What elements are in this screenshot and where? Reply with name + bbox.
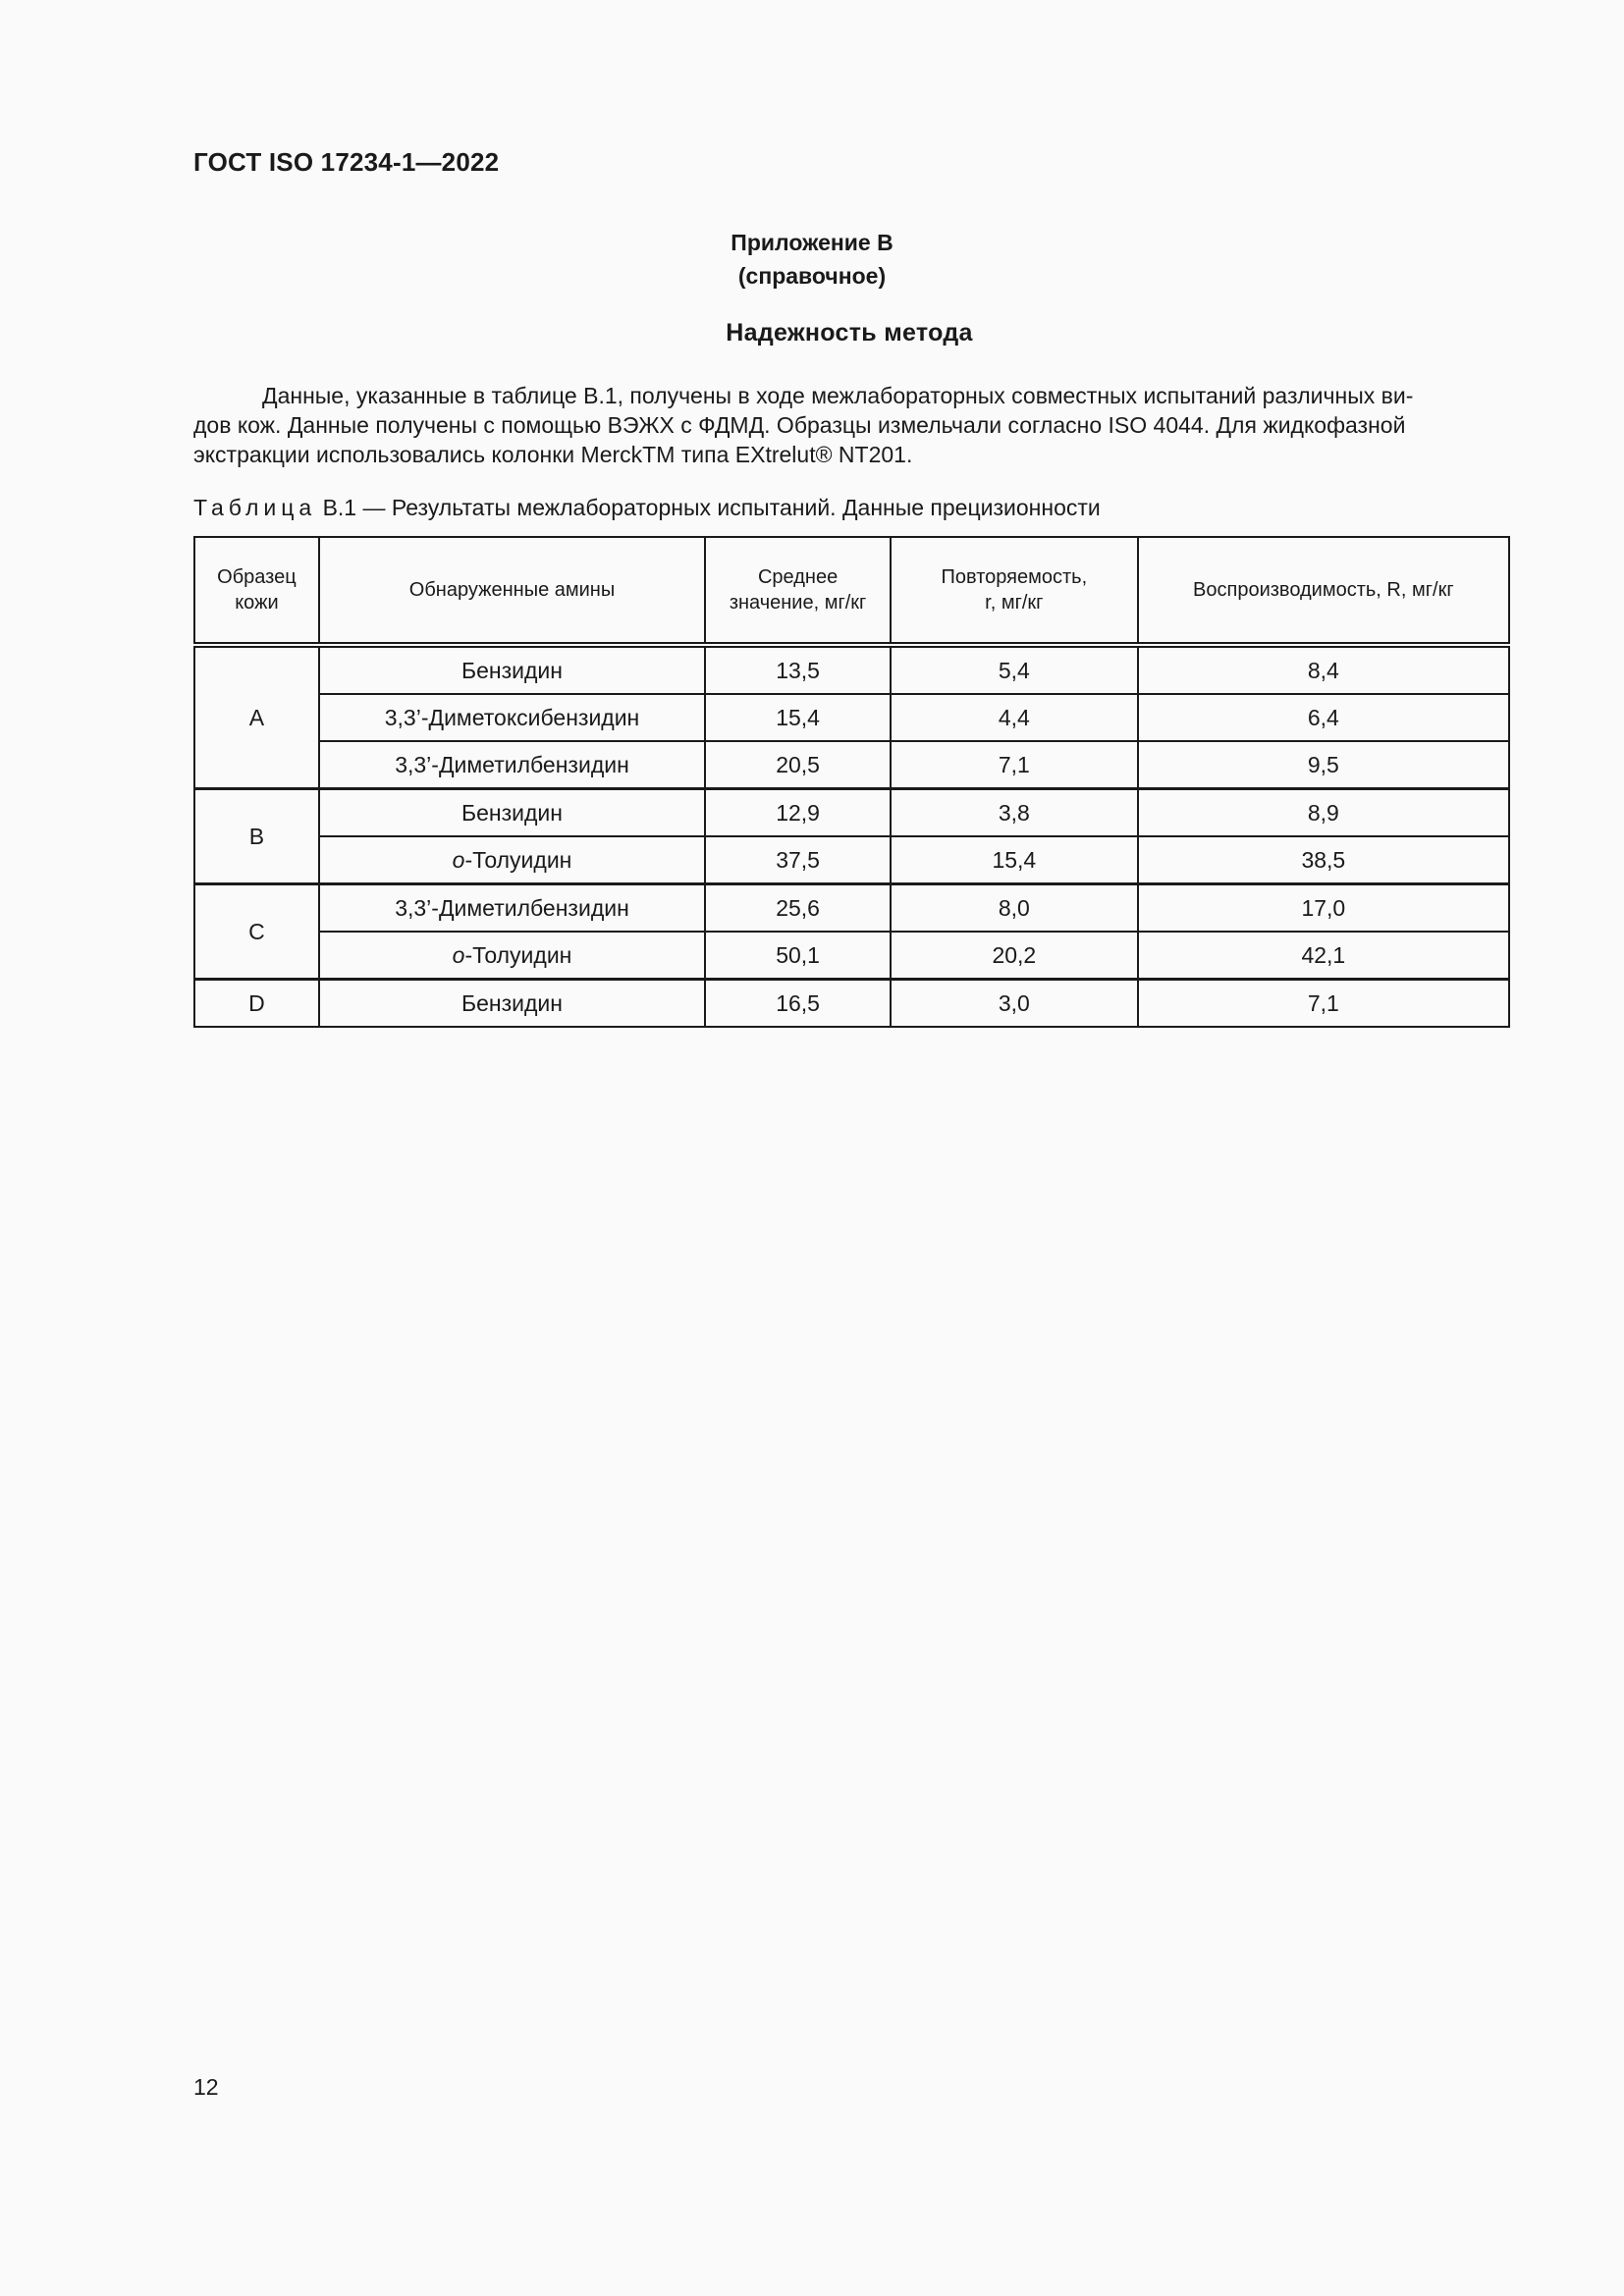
sample-cell: C	[194, 884, 319, 980]
reproducibility-cell: 42,1	[1138, 932, 1509, 980]
body-paragraph	[193, 381, 1509, 469]
table-row	[194, 932, 1509, 980]
table-header-row	[194, 537, 1509, 645]
sample-cell: B	[194, 789, 319, 884]
header-sample: Образец кожи	[194, 537, 319, 645]
table-row	[194, 980, 1509, 1028]
annex-title: Приложение В	[731, 230, 893, 255]
repeatability-cell: 8,0	[891, 884, 1138, 933]
table-caption-text: В.1 — Результаты межлабораторных испытаний. Данные прецизионности	[322, 495, 1101, 520]
table-row	[194, 645, 1509, 694]
precision-table	[193, 536, 1510, 1028]
table-row	[194, 741, 1509, 789]
repeatability-cell: 3,8	[891, 789, 1138, 837]
repeatability-cell: 4,4	[891, 694, 1138, 741]
mean-cell: 20,5	[705, 741, 891, 789]
mean-cell: 13,5	[705, 645, 891, 694]
sample-cell: A	[194, 645, 319, 789]
reproducibility-cell: 17,0	[1138, 884, 1509, 933]
header-mean: Среднее значение, мг/кг	[705, 537, 891, 645]
amine-cell: Бензидин	[319, 789, 705, 837]
repeatability-cell: 5,4	[891, 645, 1138, 694]
annex-subtitle: (справочное)	[737, 263, 887, 289]
repeatability-cell: 3,0	[891, 980, 1138, 1028]
page-number: 12	[193, 2074, 219, 2100]
table-row	[194, 789, 1509, 837]
body-line: дов кож. Данные получены с помощью ВЭЖХ с ФДМД. Образцы измельчали согласно ISO 4044. Для жидкофазной	[193, 412, 1406, 438]
reproducibility-cell: 9,5	[1138, 741, 1509, 789]
mean-cell: 12,9	[705, 789, 891, 837]
repeatability-cell: 7,1	[891, 741, 1138, 789]
table-row	[194, 836, 1509, 884]
repeatability-cell: 20,2	[891, 932, 1138, 980]
body-line: экстракции использовались колонки MerckTM типа EXtrelut® NT201.	[193, 442, 913, 467]
mean-cell: 25,6	[705, 884, 891, 933]
reproducibility-cell: 7,1	[1138, 980, 1509, 1028]
amine-cell: o-Толуидин	[319, 836, 705, 884]
mean-cell: 15,4	[705, 694, 891, 741]
sample-cell: D	[194, 980, 319, 1028]
table-caption-label: Таблица	[193, 495, 317, 520]
mean-cell: 50,1	[705, 932, 891, 980]
reproducibility-cell: 8,4	[1138, 645, 1509, 694]
body-line: Данные, указанные в таблице В.1, получены в ходе межлабораторных совместных испытаний различных ви-	[262, 383, 1414, 408]
reproducibility-cell: 8,9	[1138, 789, 1509, 837]
amine-cell: 3,3’-Диметоксибензидин	[319, 694, 705, 741]
section-title: Надежность метода	[726, 319, 973, 347]
amine-cell: Бензидин	[319, 980, 705, 1028]
reproducibility-cell: 6,4	[1138, 694, 1509, 741]
header-amines: Обнаруженные амины	[319, 537, 705, 645]
amine-cell: 3,3’-Диметилбензидин	[319, 741, 705, 789]
amine-cell: o-Толуидин	[319, 932, 705, 980]
table-caption	[193, 495, 1101, 521]
annex-heading	[0, 226, 1624, 293]
amine-cell: Бензидин	[319, 645, 705, 694]
amine-cell: 3,3’-Диметилбензидин	[319, 884, 705, 933]
document-id: ГОСТ ISO 17234-1—2022	[193, 147, 500, 177]
header-reproducibility: Воспроизводимость, R, мг/кг	[1138, 537, 1509, 645]
header-repeatability: Повторяемость, r, мг/кг	[891, 537, 1138, 645]
repeatability-cell: 15,4	[891, 836, 1138, 884]
table-row	[194, 694, 1509, 741]
reproducibility-cell: 38,5	[1138, 836, 1509, 884]
mean-cell: 37,5	[705, 836, 891, 884]
mean-cell: 16,5	[705, 980, 891, 1028]
table-row	[194, 884, 1509, 933]
